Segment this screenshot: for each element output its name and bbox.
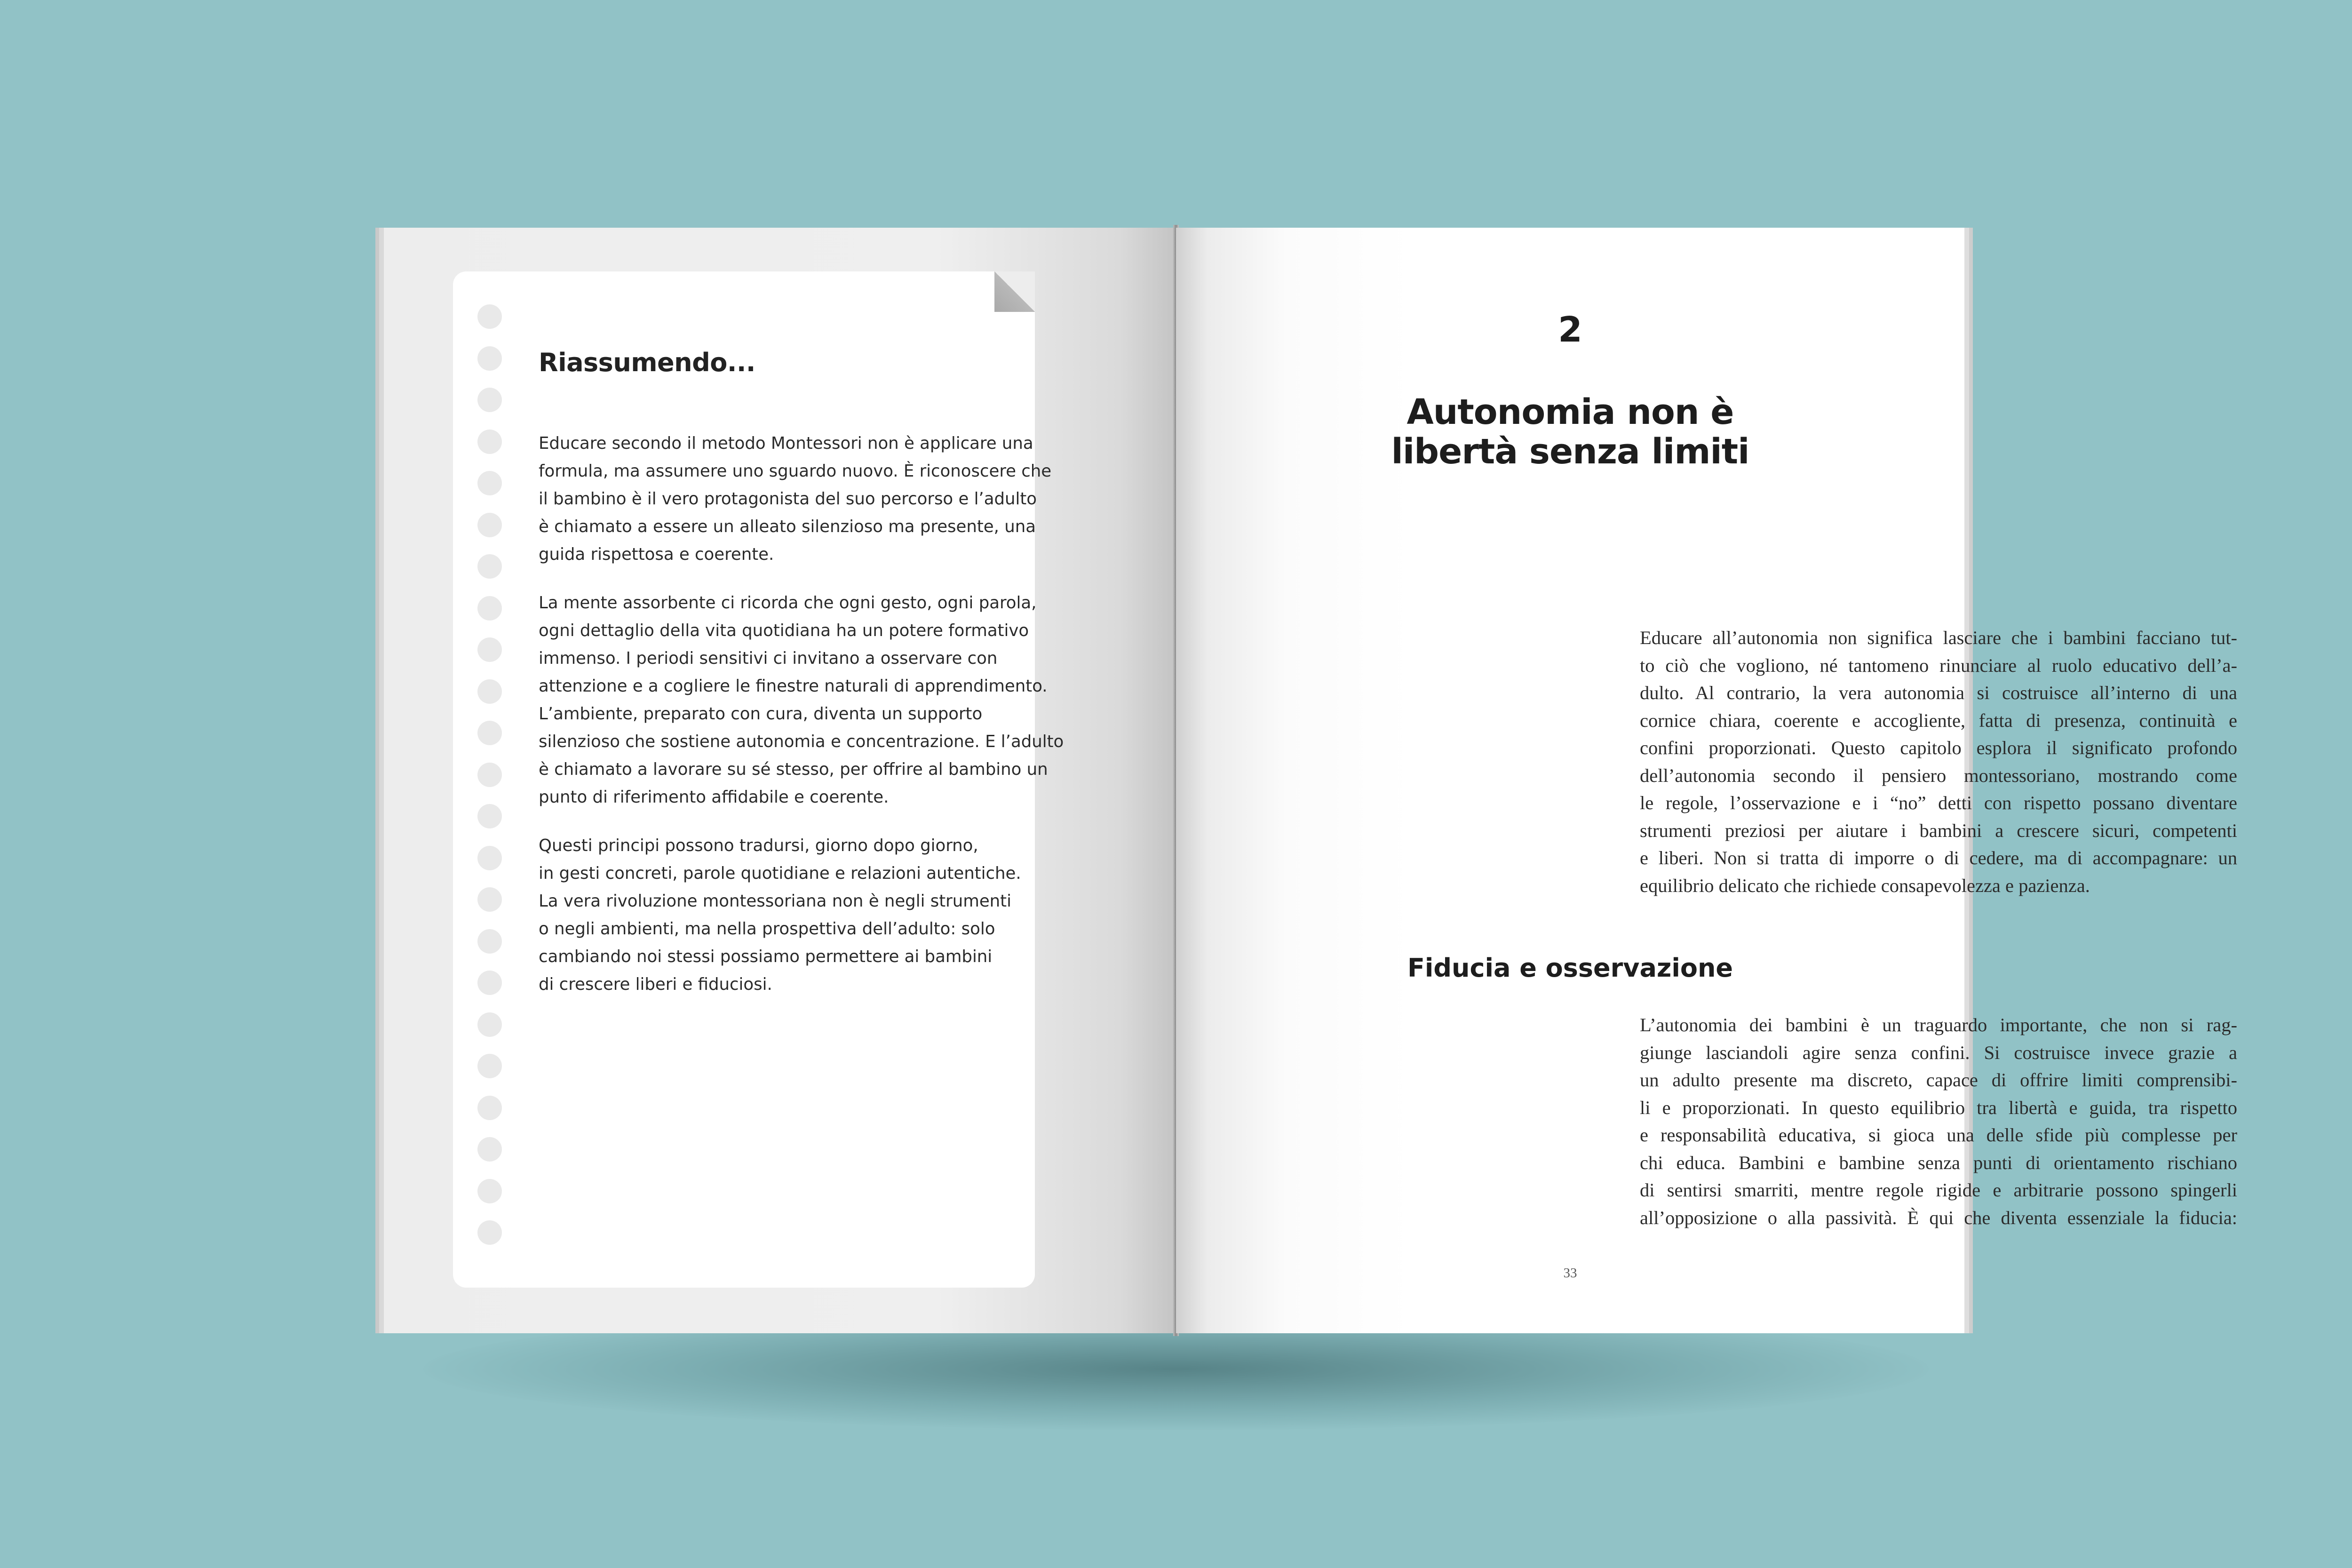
text-line: cambiando noi stessi possiamo permettere ai bambini	[539, 947, 993, 966]
text-line: e liberi. Non si tratta di imporre o di cedere, ma di accompagnare: un	[1640, 847, 2237, 868]
notebook-hole	[477, 1220, 502, 1245]
notebook-hole	[477, 763, 502, 787]
text-line: equilibrio delicato che richiede consapevolezza e pazienza.	[1640, 875, 2090, 896]
text-line: dell’autonomia secondo il pensiero montessoriano, mostrando come	[1640, 764, 2237, 786]
notebook-hole	[477, 1137, 502, 1162]
section-title: Fiducia e osservazione	[1407, 953, 1733, 983]
text-line: punto di riferimento affidabile e coerente.	[539, 788, 889, 807]
left-page	[384, 228, 1175, 1333]
notebook-hole	[477, 1054, 502, 1078]
notebook-hole	[477, 721, 502, 745]
text-line: li e proporzionati. In questo equilibrio tra libertà e guida, tra rispetto	[1640, 1097, 2237, 1118]
text-line: attenzione e a cogliere le finestre naturali di apprendimento.	[539, 677, 1048, 696]
chapter-number: 2	[1558, 310, 1582, 350]
text-line: all’opposizione o alla passività. È qui che diventa essenziale la fiducia:	[1640, 1207, 2237, 1228]
text-line: immenso. I periodi sensitivi ci invitano a osservare con	[539, 649, 998, 668]
notebook-hole	[477, 388, 502, 412]
text-line: Educare all’autonomia non significa lasciare che i bambini facciano tut-	[1640, 627, 2237, 648]
notebook-hole	[477, 430, 502, 454]
text-line: le regole, l’osservazione e i “no” detti con rispetto possano diventare	[1640, 792, 2237, 813]
text-line: di crescere liberi e fiduciosi.	[539, 975, 772, 994]
text-line: giunge lasciandoli agire senza confini. Si costruisce invece grazie a	[1640, 1042, 2237, 1063]
notebook-hole	[477, 513, 502, 537]
notebook-hole	[477, 304, 502, 329]
notebook-hole	[477, 1179, 502, 1203]
text-line: L’ambiente, preparato con cura, diventa un supporto	[539, 704, 983, 724]
text-line: ogni dettaglio della vita quotidiana ha un potere formativo	[539, 621, 1029, 640]
notebook-hole	[477, 804, 502, 828]
text-line: formula, ma assumere uno sguardo nuovo. È riconoscere che	[539, 462, 1052, 481]
text-line: La mente assorbente ci ricorda che ogni gesto, ogni parola,	[539, 593, 1037, 613]
summary-text	[539, 430, 1064, 1019]
chapter-intro	[1640, 624, 2237, 899]
text-line: di sentirsi smarriti, mentre regole rigide e arbitrarie possono spingerli	[1640, 1179, 2237, 1201]
open-book	[384, 228, 2237, 1333]
text-line: è chiamato a lavorare su sé stesso, per offrire al bambino un	[539, 760, 1048, 779]
text-line: un adulto presente ma discreto, capace di offrire limiti comprensibi-	[1640, 1069, 2237, 1090]
notebook-holes	[477, 304, 504, 1262]
notebook-hole	[477, 554, 502, 579]
text-line: La vera rivoluzione montessoriana non è negli strumenti	[539, 891, 1011, 911]
notebook-hole	[477, 346, 502, 371]
section-body	[1640, 1011, 2237, 1232]
chapter-title-line: Autonomia non è	[1406, 392, 1734, 432]
notebook-hole	[477, 596, 502, 621]
chapter-title-line: libertà senza limiti	[1391, 431, 1749, 472]
notebook-hole	[477, 637, 502, 662]
notebook-hole	[477, 471, 502, 495]
text-line: il bambino è il vero protagonista del suo percorso e l’adulto	[539, 489, 1037, 509]
text-line: to ciò che vogliono, né tantomeno rinunciare al ruolo educativo dell’a-	[1640, 654, 2237, 676]
text-line: confini proporzionati. Questo capitolo esplora il significato profondo	[1640, 737, 2237, 758]
notebook-hole	[477, 1012, 502, 1037]
page-number: 33	[1563, 1266, 1577, 1281]
text-line: L’autonomia dei bambini è un traguardo importante, che non si rag-	[1640, 1014, 2237, 1035]
chapter-title	[1176, 392, 1964, 471]
notebook-hole	[477, 679, 502, 704]
text-line: Questi principi possono tradursi, giorno dopo giorno,	[539, 836, 978, 855]
text-line: Educare secondo il metodo Montessori non è applicare una	[539, 434, 1033, 453]
summary-paragraph	[539, 832, 1056, 998]
text-line: cornice chiara, coerente e accogliente, fatta di presenza, continuità e	[1640, 709, 2237, 731]
summary-paragraph	[539, 430, 1056, 568]
text-line: e responsabilità educativa, si gioca una delle sfide più complesse per	[1640, 1124, 2237, 1146]
notebook-card	[453, 271, 1064, 1288]
notebook-hole	[477, 887, 502, 912]
notebook-hole	[477, 929, 502, 954]
text-line: è chiamato a essere un alleato silenzioso ma presente, una	[539, 517, 1036, 536]
text-line: silenzioso che sostiene autonomia e concentrazione. E l’adulto	[539, 732, 1064, 751]
text-line: guida rispettosa e coerente.	[539, 545, 774, 564]
text-line: o negli ambienti, ma nella prospettiva dell’adulto: solo	[539, 919, 995, 939]
right-page	[1176, 228, 2237, 1333]
notebook-hole	[477, 971, 502, 995]
summary-paragraph	[539, 589, 1064, 811]
summary-title: Riassumendo...	[539, 348, 755, 377]
page-fold-corner	[994, 271, 1035, 312]
notebook-hole	[477, 1096, 502, 1120]
text-line: chi educa. Bambini e bambine senza punti di orientamento rischiano	[1640, 1152, 2237, 1173]
text-line: dulto. Al contrario, la vera autonomia si costruisce all’interno di una	[1640, 682, 2237, 703]
text-line: strumenti preziosi per aiutare i bambini a crescere sicuri, competenti	[1640, 820, 2237, 841]
text-line: in gesti concreti, parole quotidiane e relazioni autentiche.	[539, 864, 1021, 883]
notebook-hole	[477, 846, 502, 870]
